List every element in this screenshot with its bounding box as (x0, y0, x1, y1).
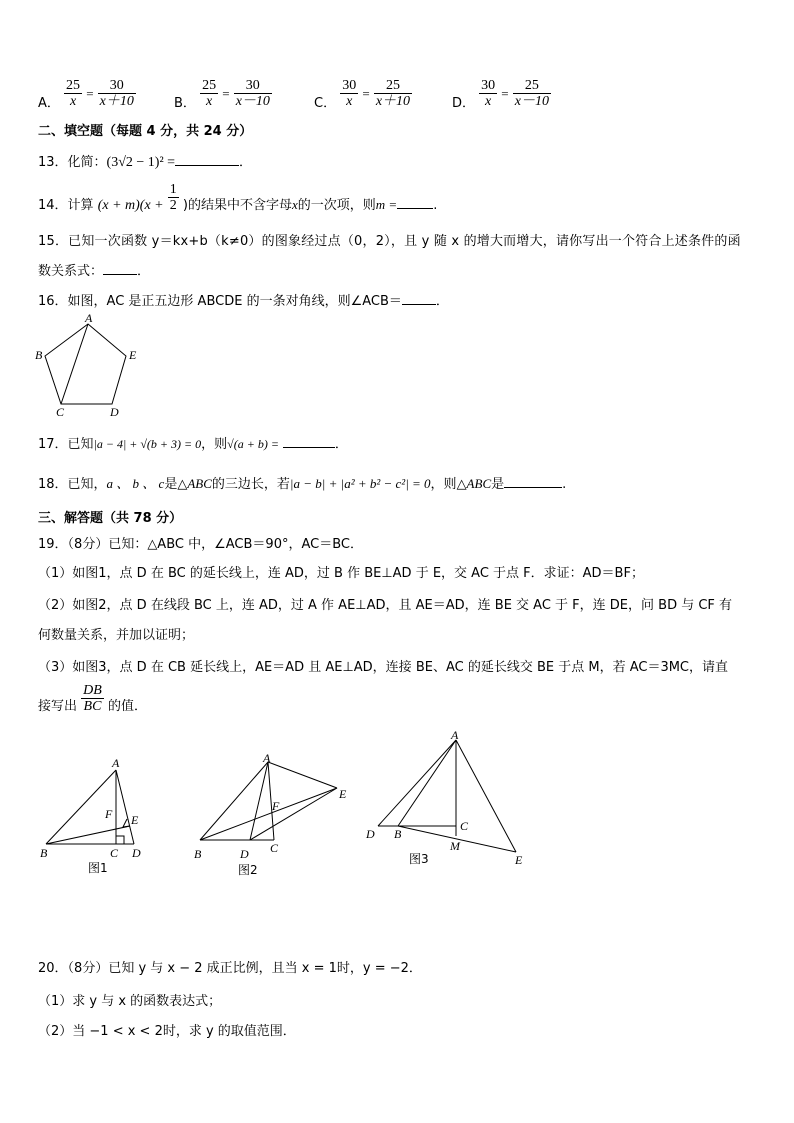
label-f: F (272, 799, 280, 813)
question-20-stem: 20．（8分）已知 y 与 x − 2 成正比例，且当 x = 1时，y = −2． (38, 961, 422, 976)
option-d-left-fraction: $\frac{30}{x}$ (481, 78, 496, 109)
option-b-label: B． (174, 96, 196, 111)
label-d: D (132, 846, 141, 860)
q12-option-d: D． $\frac{30}{x}$ = $\frac{25}{x-10}$ (452, 78, 549, 111)
question-20-part2: （2）当 −1 < x < 2时，求 y 的取值范围． (38, 1024, 296, 1039)
figure-3-caption: 图3 (409, 852, 429, 866)
question-13: 13．化简：(3√2 − 1)² = ． (38, 155, 253, 170)
figure-1-caption: 图1 (88, 861, 108, 875)
right-angle-mark-c (116, 836, 124, 844)
label-a: A (85, 312, 93, 325)
q17-expression-2: √(a + b) = (227, 437, 279, 451)
answer-blank[interactable] (402, 292, 436, 305)
label-a: A (263, 751, 271, 765)
q12-option-b: B． $\frac{25}{x}$ = $\frac{30}{x-10}$ (174, 78, 270, 111)
figure-2-caption: 图2 (238, 863, 258, 877)
label-c: C (270, 841, 279, 855)
label-d: D (110, 405, 119, 419)
question-15-line1: 15．已知一次函数 y＝kx+b（k≠0）的图象经过点（0，2），且 y 随 x 的增大而增大，请你写出一个符合上述条件的函 (38, 234, 741, 249)
pentagon-figure (30, 312, 150, 420)
q13-expression: (3√2 − 1)² = (106, 155, 176, 170)
option-a-label: A． (38, 96, 60, 111)
question-19-part3-line2: 接写出 $\frac{DB}{BC}$ 的值． (38, 683, 147, 714)
question-19-part1: （1）如图1，点 D 在 BC 的延长线上，连 AD，过 B 作 BE⊥AD 于 E，交 AC 于点 F．求证：AD＝BF； (38, 566, 644, 581)
question-18: 18．已知，a 、 b 、 c是△ABC的三边长，若|a − b| + |a² + b² − c²| = 0，则△ABC是 . (38, 476, 567, 492)
label-a: A (112, 756, 120, 770)
answer-blank[interactable] (175, 153, 239, 166)
option-c-right-fraction: $\frac{25}{x+10}$ (375, 78, 411, 109)
label-a: A (451, 728, 459, 742)
q18-expression: |a − b| + |a² + b² − c²| = 0 (289, 476, 431, 491)
option-a-right-fraction: $\frac{30}{x+10}$ (99, 78, 134, 109)
answer-blank[interactable] (103, 262, 137, 275)
option-c-left-fraction: $\frac{30}{x}$ (342, 78, 357, 109)
q12-option-a: A． $\frac{25}{x}$ = $\frac{30}{x+10}$ (38, 78, 134, 111)
label-b: B (35, 348, 43, 362)
section3-title: 三、解答题（共 78 分） (38, 511, 183, 526)
option-b-right-fraction: $\frac{30}{x-10}$ (235, 78, 270, 109)
label-f: F (105, 807, 113, 821)
question-16: 16．如图，AC 是正五边形 ABCDE 的一条对角线，则∠ACB＝ ． (38, 294, 449, 309)
label-e: E (131, 813, 139, 827)
question-19-part3-line1: （3）如图3，点 D 在 CB 延长线上，AE＝AD 且 AE⊥AD，连接 BE、AC 的延长线交 BE 于点 M，若 AC＝3MC，请直 (38, 660, 729, 675)
option-d-label: D． (452, 96, 476, 111)
q12-option-c: C． $\frac{30}{x}$ = $\frac{25}{x+10}$ (314, 78, 411, 111)
answer-blank[interactable] (283, 435, 335, 448)
label-e: E (515, 853, 523, 867)
figure-2 (190, 750, 358, 880)
label-b: B (194, 847, 202, 861)
figure-1 (36, 756, 152, 880)
label-c: C (460, 819, 469, 833)
question-19-stem: 19．（8分）已知：△ABC 中，∠ACB＝90°，AC＝BC． (38, 537, 363, 552)
label-c: C (110, 846, 119, 860)
section2-title: 二、填空题（每题 4 分，共 24 分） (38, 124, 253, 139)
label-c: C (56, 405, 65, 419)
q19-db-bc-fraction: $\frac{DB}{BC}$ (83, 683, 102, 714)
q14-half-fraction: $\frac{1}{2}$ (169, 182, 177, 213)
pentagon-outline (45, 324, 126, 404)
question-14: 14．计算 (x + m)(x + $\frac{1}{2}$ )的结果中不含字母x的一次项，则m = . (38, 182, 438, 213)
question-19-part2-line1: （2）如图2，点 D 在线段 BC 上，连 AD，过 A 作 AE⊥AD，且 AE＝AD，连 BE 交 AC 于 F，连 DE，问 BD 与 CF 有 (38, 598, 733, 613)
question-17: 17．已知|a − 4| + √(b + 3) = 0，则√(a + b) = ． (38, 437, 348, 452)
question-15-line2: 数关系式： ． (38, 264, 151, 279)
answer-blank[interactable] (504, 475, 562, 488)
question-20-part1: （1）求 y 与 x 的函数表达式； (38, 994, 222, 1009)
option-b-left-fraction: $\frac{25}{x}$ (202, 78, 217, 109)
diagonal-ac (61, 324, 88, 404)
label-b: B (394, 827, 402, 841)
label-b: B (40, 846, 48, 860)
figure-3 (360, 726, 536, 874)
label-m: M (450, 839, 460, 853)
label-d: D (240, 847, 249, 861)
label-d: D (366, 827, 375, 841)
label-e: E (129, 348, 137, 362)
answer-blank[interactable] (397, 196, 433, 209)
q14-expression: (x + m)(x + (97, 198, 164, 213)
label-e: E (339, 787, 347, 801)
option-a-left-fraction: $\frac{25}{x}$ (66, 78, 81, 109)
option-d-right-fraction: $\frac{25}{x-10}$ (514, 78, 549, 109)
q17-expression: |a − 4| + √(b + 3) = 0 (93, 437, 202, 451)
option-c-label: C． (314, 96, 337, 111)
question-19-part2-line2: 何数量关系，并加以证明； (38, 628, 195, 643)
